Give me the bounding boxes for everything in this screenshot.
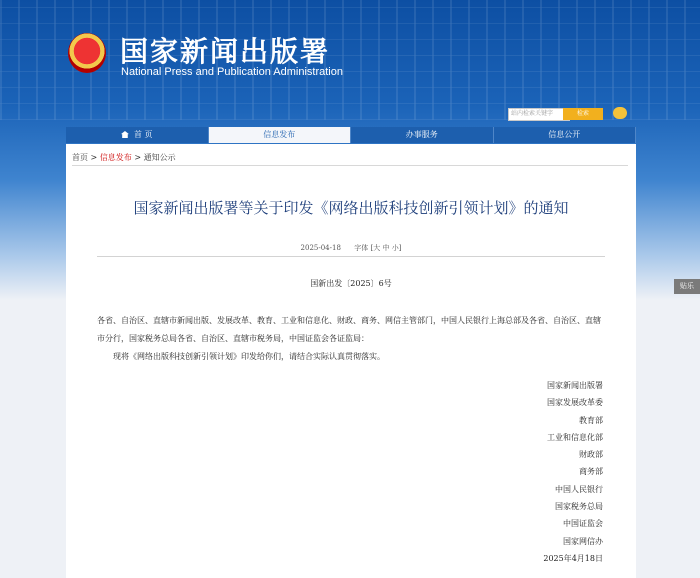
nav-item-home[interactable] xyxy=(66,127,209,143)
divider xyxy=(97,256,605,257)
national-emblem-icon xyxy=(68,33,106,73)
signer: 商务部 xyxy=(579,467,603,477)
breadcrumb-separator: > xyxy=(131,153,144,162)
signers-block xyxy=(543,377,603,567)
banner-pattern xyxy=(0,0,700,120)
divider xyxy=(72,165,628,166)
article-meta: 2025-04-18 字体 [大 中 小] xyxy=(300,244,402,252)
font-size-large[interactable]: 大 xyxy=(373,244,381,252)
breadcrumb-current[interactable]: 通知公示 xyxy=(143,153,176,162)
nav-item-services[interactable]: 办事服务 xyxy=(351,127,494,143)
signer: 中国人民银行 xyxy=(555,484,603,494)
search-input[interactable]: 站内检索关键字 xyxy=(508,108,570,121)
signer: 国家税务总局 xyxy=(555,502,603,512)
breadcrumb xyxy=(72,152,176,163)
document-number: 国新出发〔2025〕6号 xyxy=(310,279,392,288)
wechat-icon[interactable] xyxy=(613,107,627,119)
font-size-label: 字体 xyxy=(354,244,369,252)
signer: 国家发展改革委 xyxy=(547,398,603,408)
publish-date: 2025-04-18 xyxy=(300,244,341,252)
signer: 中国证监会 xyxy=(563,519,603,529)
signer: 工业和信息化部 xyxy=(547,432,603,442)
nav-item-info-release[interactable]: 信息发布 xyxy=(209,127,352,143)
main-nav xyxy=(66,127,636,143)
recipients-paragraph: 各省、自治区、直辖市新闻出版、发展改革、教育、工业和信息化、财政、商务、网信主管部门，中国人民银行上海总部及各省、自治区、直辖市分行，国家税务总局各省、自治区、直辖市税务局，中国证监会各证监局： xyxy=(97,316,601,343)
share-button[interactable]: 贴乐 xyxy=(674,279,700,294)
page-title: 国家新闻出版署等关于印发《网络出版科技创新引领计划》的通知 xyxy=(133,199,569,217)
signer: 国家网信办 xyxy=(563,536,603,546)
breadcrumb-section[interactable]: 信息发布 xyxy=(99,153,132,162)
article-body xyxy=(97,312,605,366)
breadcrumb-home[interactable]: 首页 xyxy=(72,153,88,162)
nav-item-label: 首 页 xyxy=(133,130,153,139)
home-icon xyxy=(121,131,129,138)
font-size-medium[interactable]: 中 xyxy=(382,244,390,252)
nav-item-disclosure[interactable]: 信息公开 xyxy=(494,127,637,143)
breadcrumb-separator: > xyxy=(88,153,100,162)
signer: 财政部 xyxy=(579,450,603,460)
font-size-small[interactable]: 小 xyxy=(391,244,399,252)
site-title: 国家新闻出版署 xyxy=(120,35,331,68)
signer: 国家新闻出版署 xyxy=(547,381,603,390)
body-paragraph: 现将《网络出版科技创新引领计划》印发给你们，请结合实际认真贯彻落实。 xyxy=(113,352,385,361)
signed-date: 2025年4月18日 xyxy=(543,553,603,563)
signer: 教育部 xyxy=(579,415,603,425)
search-button[interactable]: 检索 xyxy=(563,108,603,120)
site-title-english: National Press and Publication Administration xyxy=(121,66,343,78)
